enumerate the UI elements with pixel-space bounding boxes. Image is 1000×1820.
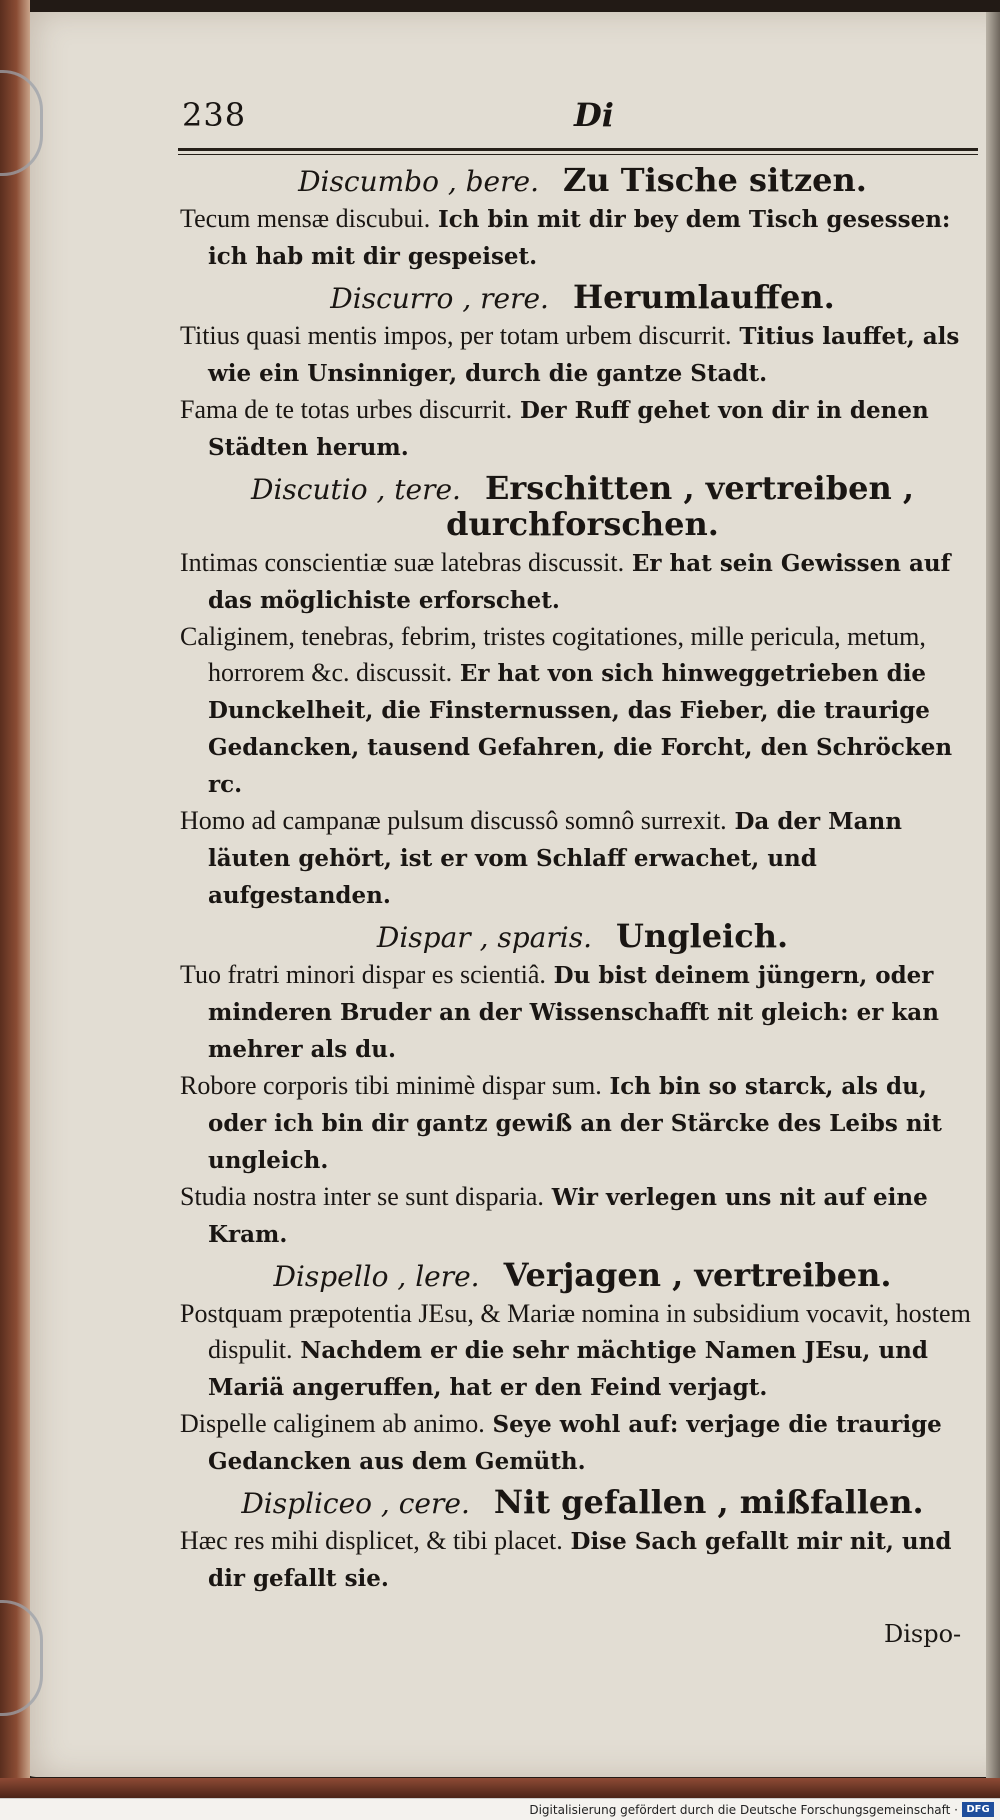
example-sentence (180, 619, 985, 803)
headword: Discurro , rere. (330, 281, 549, 315)
dfg-logo: DFG (962, 1802, 994, 1817)
example-german: Du bist deinem jüngern, oder minderen Bruder an der Wissenschafft nit gleich: er kan mehrer als du. (208, 961, 939, 1063)
example-german: Ich bin mit dir bey dem Tisch gesessen: ich hab mit dir gespeiset. (208, 205, 951, 270)
example-sentence (180, 392, 985, 466)
example-german: Dise Sach gefallt mir nit, und dir gefallt sie. (208, 1527, 952, 1592)
digitization-footer (0, 1798, 1000, 1820)
headword-gloss: Erschitten , vertreiben , durchforschen. (446, 468, 914, 544)
example-german: Er hat sein Gewissen auf das möglichiste erforschet. (208, 550, 951, 615)
headword-gloss: Verjagen , vertreiben. (503, 1255, 892, 1294)
headword: Displiceo , cere. (241, 1486, 470, 1520)
lemma-line (180, 1257, 985, 1294)
example-sentence (180, 1179, 985, 1253)
example-latin: Titius quasi mentis impos, per totam urbem discurrit. (180, 320, 732, 350)
example-german: Seye wohl auf: verjage die traurige Gedancken aus dem Gemüth. (208, 1410, 942, 1475)
lemma-line (180, 470, 985, 544)
example-german: Titius lauffet, als wie ein Unsinniger, durch die gantze Stadt. (208, 322, 960, 387)
headword: Dispar , sparis. (376, 921, 592, 955)
headword: Dispello , lere. (273, 1259, 480, 1293)
example-latin: Tecum mensæ discubui. (180, 203, 431, 233)
headword-gloss: Ungleich. (615, 917, 789, 956)
example-german: Ich bin so starck, als du, oder ich bin dir gantz gewiß an der Stärcke des Leibs nit ungleich. (208, 1072, 942, 1174)
dictionary-text (180, 158, 985, 1597)
page-number: 238 (182, 96, 247, 134)
headword-gloss: Nit gefallen , mißfallen. (493, 1482, 924, 1521)
catchword: Dispo- (884, 1620, 962, 1648)
example-latin: Studia nostra inter se sunt disparia. (180, 1181, 544, 1211)
page-fore-edge (986, 12, 1000, 1802)
example-sentence (180, 957, 985, 1068)
example-sentence (180, 1523, 985, 1597)
example-latin: Robore corporis tibi minimè dispar sum. (180, 1070, 602, 1100)
example-german: Der Ruff gehet von dir in denen Städten herum. (208, 396, 929, 461)
example-latin: Caliginem, tenebras, febrim, tristes cogitationes, mille pericula, metum, horrorem &c. discussit. (180, 622, 926, 688)
headword-gloss: Zu Tische sitzen. (562, 161, 867, 199)
header-rule-thin (178, 154, 978, 155)
example-latin: Postquam præpotentia JEsu, & Mariæ nomina in subsidium vocavit, hostem dispulit. (180, 1298, 971, 1364)
example-latin: Hæc res mihi displicet, & tibi placet. (180, 1525, 563, 1555)
book-bottom-edge (0, 1778, 1000, 1798)
example-sentence (180, 318, 985, 392)
example-sentence (180, 1406, 985, 1480)
example-sentence (180, 1068, 985, 1179)
example-german: Wir verlegen uns nit auf eine Kram. (208, 1183, 928, 1248)
example-latin: Fama de te totas urbes discurrit. (180, 394, 513, 424)
lemma-line (180, 1484, 985, 1521)
example-sentence (180, 803, 985, 914)
headword-gloss: Herumlauffen. (572, 277, 835, 316)
header-rule (178, 148, 978, 151)
running-head: Di (574, 96, 614, 134)
funding-credit: Digitalisierung gefördert durch die Deutsche Forschungsgemeinschaft · (529, 1803, 958, 1817)
headword: Discumbo , bere. (298, 165, 539, 198)
book-spine-edge (0, 0, 30, 1800)
lemma-line (180, 279, 985, 316)
lemma-line (180, 162, 985, 199)
example-latin: Intimas conscientiæ suæ latebras discussit. (180, 548, 625, 578)
lemma-line (180, 918, 985, 955)
example-sentence (180, 1296, 985, 1406)
headword: Discutio , tere. (251, 472, 461, 506)
example-latin: Dispelle caliginem ab animo. (180, 1408, 485, 1438)
example-german: Nachdem er die sehr mächtige Namen JEsu, und Mariä angeruffen, hat er den Feind verjagt. (208, 1336, 928, 1401)
example-latin: Homo ad campanæ pulsum discussô somnô surrexit. (180, 806, 727, 836)
example-german: Er hat von sich hinweggetrieben die Dunckelheit, die Finsternussen, das Fieber, die traurige Gedancken, tausend Gefahren, die Forcht, den Schröcken rc. (208, 660, 953, 799)
example-sentence (180, 545, 985, 619)
example-german: Da der Mann läuten gehört, ist er vom Schlaff erwachet, und aufgestanden. (208, 808, 902, 910)
example-latin: Tuo fratri minori dispar es scientiâ. (180, 959, 546, 989)
example-sentence (180, 201, 985, 275)
